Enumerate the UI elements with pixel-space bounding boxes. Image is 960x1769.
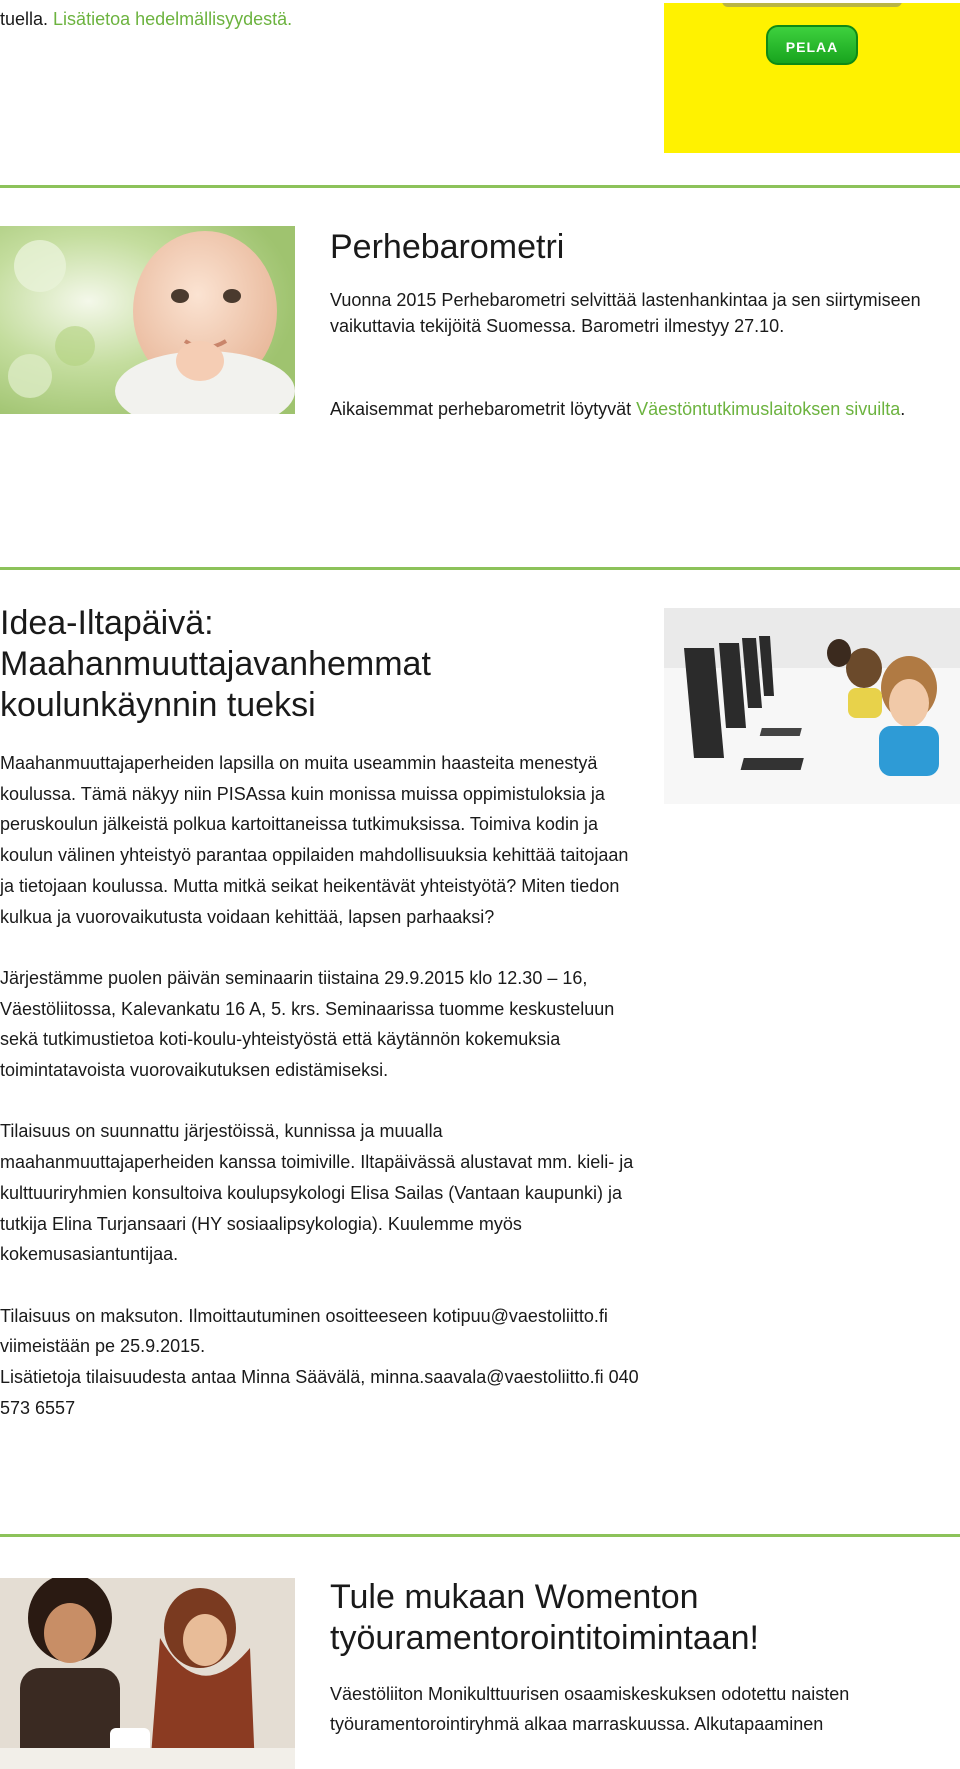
womento-title: Tule mukaan Womenton työuramentorointitoimintaan! <box>330 1578 760 1657</box>
perhebarometri-links-text: Aikaisemmat perhebarometrit löytyvät <box>330 399 637 419</box>
game-banner-ad[interactable] <box>664 3 960 153</box>
perhebarometri-section-title <box>330 227 930 268</box>
intro-text: tuella. <box>0 9 54 29</box>
classroom-photo <box>664 608 960 804</box>
baby-photo <box>0 226 295 414</box>
section-divider <box>0 185 960 188</box>
women-photo <box>0 1578 295 1769</box>
registration-info: Tilaisuus on maksuton. Ilmoittautuminen osoitteeseen kotipuu@vaestoliitto.fi viimeistään pe 25.9.2015. <box>0 1305 608 1357</box>
baby-illustration <box>0 226 295 414</box>
section-divider <box>0 1534 960 1537</box>
idea-paragraph-3: Tilaisuus on suunnattu järjestöissä, kunnissa ja muualla maahanmuuttajaperheiden kanssa toimiville. Iltapäivässä alustavat mm. kieli- ja kulttuuriryhmien konsultoiva koulupsykologi Elisa Sailas (Vantaan kaupunki) ja tutkija Elina Turjansaari (HY sosiaalipsykologia). Kuulemme myös kokemusasiantuntijaa. <box>0 1121 634 1265</box>
population-research-institute-link[interactable]: Väestöntutkimuslaitoksen sivuilta <box>636 399 901 419</box>
ad-device-edge <box>722 3 902 7</box>
intro-fragment <box>0 6 640 32</box>
idea-paragraph-1: Maahanmuuttajaperheiden lapsilla on muita useammin haasteita menestyä koulussa. Tämä näkyy niin PISAssa kuin monissa muissa oppimistuloksia ja peruskoulun jälkeistä polkua kartoittaneissa tutkimuksissa. Toimiva kodin ja koulun välinen yhteistyö parantaa oppilaiden mahdollisuuksia kehittää taitojaan ja tietojaan koulussa. Mutta mitkä seikat heikentävät yhteistyötä? Miten tiedon kulkua ja vuorovaikutusta voidaan kehittää, lapsen parhaaksi? <box>0 753 629 927</box>
perhebarometri-title: Perhebarometri <box>330 228 565 266</box>
play-button[interactable]: PELAA <box>766 25 858 65</box>
perhebarometri-description: Vuonna 2015 Perhebarometri selvittää lastenhankintaa ja sen siirtymiseen vaikuttavia tekijöitä Suomessa. Barometri ilmestyy 27.10. <box>330 290 921 336</box>
classroom-illustration <box>664 608 960 804</box>
women-illustration <box>0 1578 295 1769</box>
fertility-info-link[interactable]: Lisätietoa hedelmällisyydestä. <box>53 9 293 29</box>
perhebarometri-links-end: . <box>900 399 906 419</box>
womento-description: Väestöliiton Monikulttuurisen osaamiskeskuksen odotettu naisten työuramentorointiryhmä alkaa marraskuussa. Alkutapaaminen <box>330 1684 850 1734</box>
idea-paragraph-4 <box>0 1301 640 1424</box>
idea-title: Idea-Iltapäivä: Maahanmuuttajavanhemmat koulunkäynnin tueksi <box>0 604 431 724</box>
perhebarometri-links-paragraph <box>330 396 930 422</box>
idea-body <box>0 748 640 1454</box>
contact-info: Lisätietoja tilaisuudesta antaa Minna Säävälä, minna.saavala@vaestoliitto.fi 040 573 6557 <box>0 1367 639 1418</box>
idea-section-title <box>0 603 640 726</box>
section-divider <box>0 567 960 570</box>
idea-paragraph-2: Järjestämme puolen päivän seminaarin tiistaina 29.9.2015 klo 12.30 – 16, Väestöliitossa, Kalevankatu 16 A, 5. krs. Seminaarissa tuomme keskusteluun sekä tutkimustietoa koti-koulu-yhteistyöstä että käytännön kokemuksia toimintatavoista vuorovaikutuksen edistämiseksi. <box>0 967 615 1081</box>
womento-section-title <box>330 1577 930 1659</box>
